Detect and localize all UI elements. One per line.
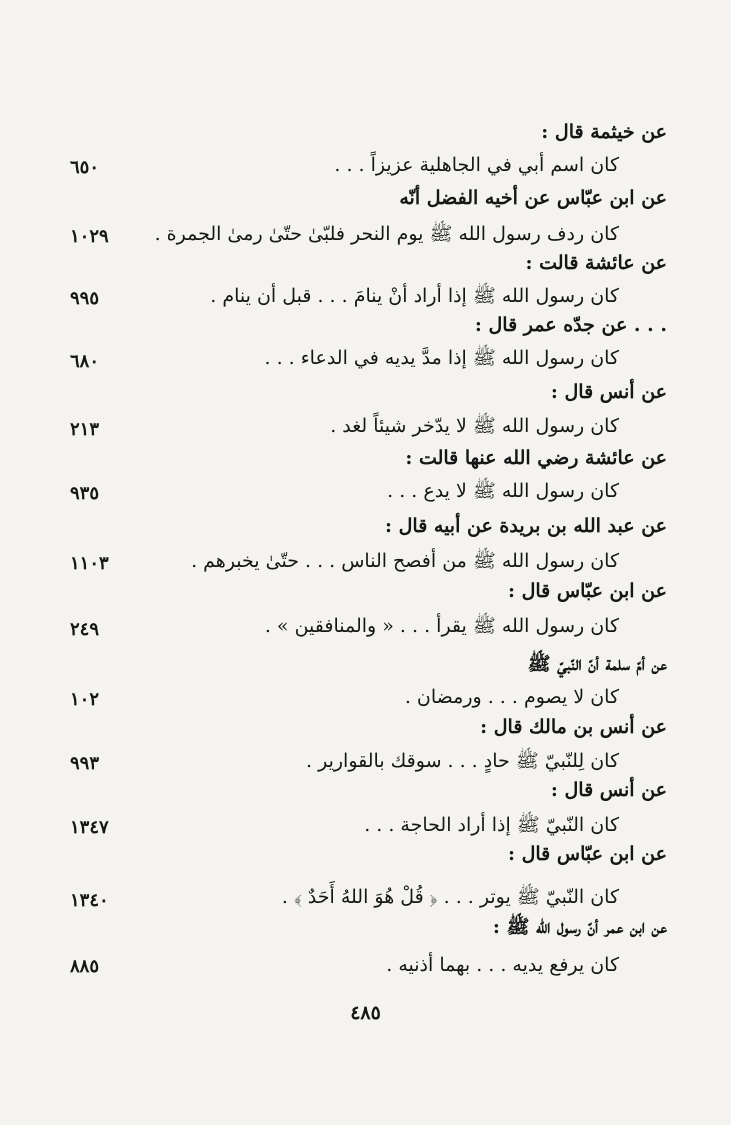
reference-number: ١٠٢٩: [70, 226, 109, 247]
reference-number: ٩٩٣: [70, 753, 100, 774]
narrator-line: . . . عن جدّه عمر قال :: [474, 314, 667, 336]
hadith-line: كان ردف رسول الله ﷺ يوم النحر فلبّىٰ حتّىٰ رمىٰ الجمرة .: [154, 223, 619, 245]
page-number: ٤٨٥: [350, 1002, 381, 1024]
narrator-line: عن ابن عمر أنّ رسول الله ﷺ :: [492, 916, 667, 938]
hadith-line: كان رسول الله ﷺ لا يدّخر شيئاً لغد .: [330, 415, 619, 437]
reference-number: ٩٩٥: [70, 288, 100, 309]
narrator-line: عن خيثمة قال :: [541, 121, 667, 143]
hadith-line: كان رسول الله ﷺ من أفصح الناس . . . حتّىٰ يخبرهم .: [191, 550, 619, 572]
hadith-line: كان رسول الله ﷺ يقرأ . . . « والمنافقين » .: [264, 615, 619, 637]
hadith-line: كان رسول الله ﷺ إذا أراد أنْ ينامَ . . . قبل أن ينام .: [210, 285, 619, 307]
reference-number: ٢١٣: [70, 419, 100, 440]
reference-number: ١٠٢: [70, 689, 100, 710]
narrator-line: عن عبد الله بن بريدة عن أبيه قال :: [384, 515, 667, 537]
hadith-line: كان النّبيّ ﷺ يوتر . . . ﴿ قُلْ هُوَ اللهُ أَحَدٌ ﴾ .: [281, 886, 619, 908]
reference-number: ٦٨٠: [70, 351, 100, 372]
narrator-line: عن ابن عبّاس قال :: [507, 580, 667, 602]
narrator-line: عن ابن عبّاس قال :: [507, 843, 667, 865]
reference-number: ١١٠٣: [70, 553, 109, 574]
reference-number: ١٣٤٧: [70, 817, 109, 838]
narrator-line: عن ابن عبّاس عن أخيه الفضل أنّه: [399, 187, 667, 209]
hadith-line: كان لِلنّبيّ ﷺ حادٍ . . . سوقك بالقوارير .: [306, 750, 619, 772]
narrator-line: عن أنس بن مالك قال :: [480, 716, 667, 738]
hadith-line: كان النّبيّ ﷺ إذا أراد الحاجة . . .: [364, 814, 619, 836]
reference-number: ٩٣٥: [70, 483, 100, 504]
hadith-line: كان رسول الله ﷺ إذا مدَّ يديه في الدعاء . . .: [264, 347, 619, 369]
narrator-line: عن أمّ سلمة أنّ النّبيّ ﷺ: [527, 653, 667, 675]
reference-number: ٦٥٠: [70, 157, 100, 178]
hadith-line: كان يرفع يديه . . . بهما أذنيه .: [386, 954, 619, 976]
narrator-line: عن أنس قال :: [550, 779, 667, 801]
hadith-line: كان اسم أبي في الجاهلية عزيزاً . . .: [334, 154, 619, 176]
hadith-line: كان رسول الله ﷺ لا يدع . . .: [387, 480, 619, 502]
narrator-line: عن أنس قال :: [550, 381, 667, 403]
reference-number: ٢٤٩: [70, 619, 100, 640]
narrator-line: عن عائشة قالت :: [525, 252, 667, 274]
reference-number: ٨٨٥: [70, 956, 100, 977]
hadith-line: كان لا يصوم . . . ورمضان .: [404, 686, 619, 708]
reference-number: ١٣٤٠: [70, 890, 109, 911]
narrator-line: عن عائشة رضي الله عنها قالت :: [405, 447, 667, 469]
